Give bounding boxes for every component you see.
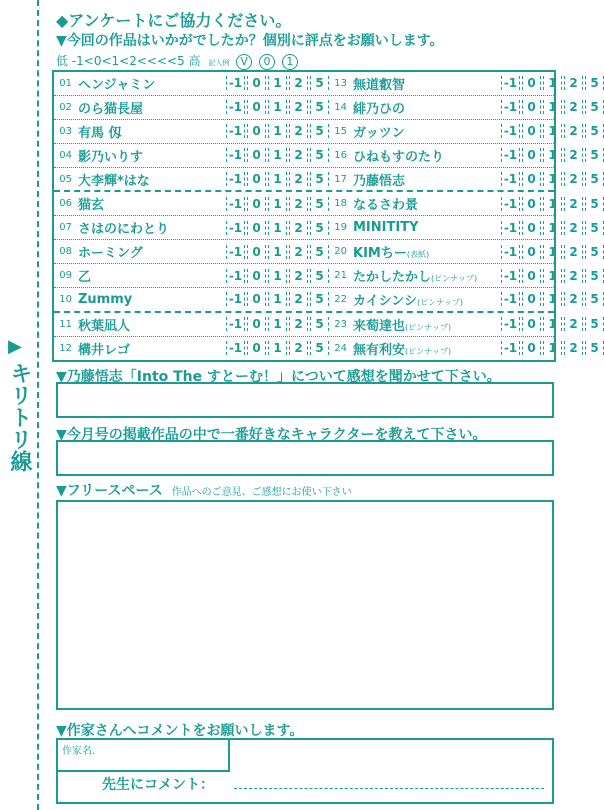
score-option[interactable]: 1: [268, 124, 287, 138]
item-name-text: ガッツン: [353, 125, 405, 141]
author-name-label: 作家名.: [62, 746, 96, 757]
score-options: [226, 197, 329, 211]
score-option[interactable]: -1: [226, 148, 245, 162]
rating-cell: [54, 313, 329, 336]
survey-subtitle: ▼今回の作品はいかがでしたか？個別に評点をお願いします。: [56, 33, 444, 49]
score-option[interactable]: 2: [289, 221, 308, 235]
score-option[interactable]: 5: [585, 172, 604, 186]
score-options: [226, 148, 329, 162]
rating-row: [54, 96, 599, 120]
score-option[interactable]: 2: [289, 245, 308, 259]
item-name-text: 影乃いりす: [78, 149, 144, 165]
score-option[interactable]: 2: [289, 292, 308, 306]
free-space-box[interactable]: [56, 500, 554, 710]
score-option[interactable]: -1: [501, 172, 520, 186]
comment-line: [234, 788, 544, 789]
score-option[interactable]: 1: [268, 245, 287, 259]
item-name-text: ヘンジャミン: [78, 77, 156, 93]
score-option[interactable]: 2: [564, 292, 583, 306]
score-options: [501, 197, 604, 211]
item-name-text: 有馬 仭: [78, 125, 122, 141]
score-option[interactable]: 5: [310, 172, 329, 186]
item-number: 13: [334, 77, 347, 89]
item-number: 08: [59, 246, 72, 258]
item-name: [353, 339, 501, 358]
item-name-text: 構井レゴ: [78, 342, 131, 358]
score-option[interactable]: 0: [522, 124, 541, 138]
item-note: (ピンナップ): [405, 346, 452, 356]
score-option[interactable]: 2: [289, 269, 308, 283]
item-name-text: 乙: [78, 270, 92, 286]
score-options: [226, 317, 329, 331]
score-option[interactable]: -1: [501, 269, 520, 283]
score-option[interactable]: -1: [226, 172, 245, 186]
score-option[interactable]: 0: [247, 221, 266, 235]
rating-cell: [329, 192, 604, 215]
score-option[interactable]: 2: [564, 148, 583, 162]
score-option[interactable]: 5: [585, 76, 604, 90]
rating-cell: [329, 288, 604, 311]
item-name-text: 緋乃ひの: [353, 101, 406, 117]
score-option[interactable]: 2: [289, 124, 308, 138]
item-name-text: ホーミング: [78, 246, 143, 262]
answer-box-1[interactable]: [56, 382, 554, 418]
item-number: 21: [334, 270, 347, 282]
item-name: [353, 170, 501, 189]
score-options: [501, 317, 604, 331]
score-option[interactable]: 5: [585, 292, 604, 306]
item-number: 02: [59, 101, 72, 113]
score-option[interactable]: 5: [585, 124, 604, 138]
item-name: [353, 122, 501, 141]
score-options: [226, 221, 329, 235]
item-name: [353, 74, 501, 93]
score-option[interactable]: 2: [564, 245, 583, 259]
author-name-box[interactable]: [58, 740, 230, 772]
item-note: (ピンナップ): [416, 297, 464, 307]
score-option[interactable]: 0: [522, 317, 541, 331]
item-number: 19: [334, 222, 347, 234]
score-option[interactable]: 5: [585, 341, 604, 355]
rating-row: [54, 72, 599, 96]
score-options: [501, 341, 604, 355]
item-name: [78, 292, 226, 307]
score-option[interactable]: 1: [543, 317, 562, 331]
score-option[interactable]: 5: [310, 317, 329, 331]
score-option[interactable]: 2: [564, 317, 583, 331]
score-option[interactable]: 1: [543, 172, 562, 186]
item-name-text: カイシンシ: [353, 293, 417, 309]
free-space-label: ▼フリースペース: [56, 483, 163, 499]
score-option[interactable]: 2: [289, 197, 308, 211]
rating-cell: [329, 240, 604, 263]
score-option[interactable]: 0: [247, 341, 266, 355]
item-number: 18: [334, 198, 347, 210]
free-space-subtitle: 作品へのご意見、ご感想にお使い下さい: [171, 487, 352, 498]
score-option[interactable]: 2: [289, 76, 308, 90]
comment-box[interactable]: [56, 738, 554, 804]
rating-cell: [54, 192, 329, 215]
score-scale: [56, 52, 298, 70]
rating-row: [54, 288, 599, 313]
item-name-text: MINITITY: [353, 220, 419, 236]
cut-arrow-icon: ▶: [8, 336, 22, 357]
score-option[interactable]: 0: [247, 269, 266, 283]
score-options: [226, 292, 329, 306]
item-number: 06: [59, 198, 72, 210]
score-option[interactable]: 5: [310, 269, 329, 283]
score-option[interactable]: -1: [226, 100, 245, 114]
score-option[interactable]: 5: [310, 100, 329, 114]
item-number: 11: [59, 318, 72, 330]
rating-cell: [54, 216, 329, 239]
score-option[interactable]: 0: [522, 221, 541, 235]
score-option[interactable]: 0: [522, 269, 541, 283]
score-option[interactable]: 2: [289, 317, 308, 331]
score-option[interactable]: 1: [268, 292, 287, 306]
rating-cell: [54, 337, 329, 360]
rating-cell: [54, 72, 329, 95]
score-option[interactable]: 1: [268, 76, 287, 90]
rating-row: [54, 264, 599, 288]
score-option[interactable]: 2: [564, 124, 583, 138]
item-name-text: さはのにわとり: [78, 222, 170, 238]
item-number: 24: [334, 342, 347, 354]
score-option[interactable]: 0: [247, 148, 266, 162]
item-name: [353, 194, 501, 213]
item-name: [353, 266, 501, 285]
score-option[interactable]: 2: [564, 197, 583, 211]
scale-example-label: 記入例: [208, 59, 230, 67]
example-mark-2: 0: [259, 54, 275, 70]
score-option[interactable]: 0: [522, 197, 541, 211]
score-option[interactable]: -1: [226, 197, 245, 211]
score-option[interactable]: 1: [543, 292, 562, 306]
score-option[interactable]: 0: [522, 100, 541, 114]
item-number: 23: [334, 318, 347, 330]
score-option[interactable]: 1: [268, 197, 287, 211]
rating-cell: [329, 96, 604, 119]
item-name-text: たかしたかし: [353, 270, 432, 286]
score-option[interactable]: 1: [543, 341, 562, 355]
question-1: ▼乃藤悟志「Into The すとーむ！」について感想を聞かせて下さい。: [56, 369, 501, 385]
score-options: [226, 341, 329, 355]
score-option[interactable]: -1: [226, 221, 245, 235]
score-option[interactable]: 0: [522, 292, 541, 306]
item-name: [78, 339, 226, 358]
item-number: 10: [59, 293, 72, 305]
score-option[interactable]: -1: [226, 76, 245, 90]
score-option[interactable]: 5: [310, 341, 329, 355]
score-option[interactable]: -1: [226, 124, 245, 138]
rating-row: [54, 120, 599, 144]
score-option[interactable]: 5: [310, 148, 329, 162]
score-option[interactable]: 5: [310, 197, 329, 211]
item-name: [78, 74, 226, 93]
item-note: (表紙): [406, 250, 430, 260]
score-option[interactable]: 0: [247, 197, 266, 211]
comment-label: 先生にコメント：: [102, 777, 214, 793]
item-name-text: 猫玄: [78, 198, 105, 214]
score-option[interactable]: 1: [268, 100, 287, 114]
item-number: 09: [59, 270, 72, 282]
item-note: (ピンナップ): [431, 274, 478, 284]
rating-row: [54, 144, 599, 168]
item-name-text: のら猫長屋: [78, 101, 144, 117]
item-number: 17: [334, 173, 347, 185]
rating-cell: [329, 120, 604, 143]
item-name: [78, 170, 226, 189]
score-option[interactable]: 5: [585, 269, 604, 283]
item-name: [353, 242, 501, 261]
score-option[interactable]: 1: [543, 245, 562, 259]
score-option[interactable]: 0: [247, 292, 266, 306]
score-option[interactable]: 5: [310, 124, 329, 138]
score-option[interactable]: -1: [226, 269, 245, 283]
rating-cell: [54, 264, 329, 287]
item-number: 03: [59, 125, 72, 137]
free-space-title: [56, 480, 352, 500]
score-option[interactable]: 1: [268, 317, 287, 331]
cut-line-label: キリトリ線: [7, 362, 32, 472]
score-option[interactable]: 1: [268, 148, 287, 162]
item-number: 22: [334, 293, 347, 305]
item-name-text: 大李輝*はな: [78, 173, 150, 189]
item-name-text: なるさわ景: [353, 198, 419, 214]
item-name: [78, 218, 226, 237]
rating-row: [54, 192, 599, 216]
score-option[interactable]: 2: [289, 341, 308, 355]
score-option[interactable]: -1: [501, 317, 520, 331]
item-name-text: 乃藤悟志: [353, 173, 406, 189]
score-option[interactable]: 5: [310, 76, 329, 90]
score-option[interactable]: 5: [585, 148, 604, 162]
rating-row: [54, 337, 599, 360]
score-option[interactable]: -1: [501, 100, 520, 114]
score-option[interactable]: 1: [543, 100, 562, 114]
rating-cell: [329, 144, 604, 167]
rating-cell: [54, 120, 329, 143]
item-name: [353, 146, 501, 165]
score-option[interactable]: 2: [564, 269, 583, 283]
score-option[interactable]: 0: [247, 100, 266, 114]
rating-cell: [329, 216, 604, 239]
score-option[interactable]: 0: [247, 317, 266, 331]
item-name: [353, 220, 501, 235]
score-option[interactable]: -1: [226, 245, 245, 259]
score-option[interactable]: 0: [247, 76, 266, 90]
item-name: [353, 290, 501, 309]
score-option[interactable]: 1: [543, 148, 562, 162]
score-options: [501, 221, 604, 235]
score-option[interactable]: 5: [585, 317, 604, 331]
score-option[interactable]: 0: [522, 172, 541, 186]
answer-box-2[interactable]: [56, 440, 554, 476]
survey-title: ◆アンケートにご協力ください。: [56, 11, 292, 30]
example-mark-1: V: [236, 54, 252, 70]
rating-cell: [329, 72, 604, 95]
score-option[interactable]: 5: [310, 292, 329, 306]
item-number: 07: [59, 222, 72, 234]
cut-line: [37, 0, 39, 810]
rating-cell: [54, 288, 329, 311]
score-option[interactable]: 5: [310, 245, 329, 259]
item-name: [78, 122, 226, 141]
score-option[interactable]: -1: [226, 341, 245, 355]
score-options: [226, 269, 329, 283]
score-option[interactable]: 1: [268, 269, 287, 283]
score-options: [226, 124, 329, 138]
score-option[interactable]: 1: [268, 221, 287, 235]
score-option[interactable]: -1: [501, 197, 520, 211]
score-option[interactable]: 5: [585, 100, 604, 114]
score-option[interactable]: -1: [501, 341, 520, 355]
item-number: 14: [334, 101, 347, 113]
item-name: [78, 194, 226, 213]
score-option[interactable]: -1: [501, 124, 520, 138]
item-name-text: 秋葉凪人: [78, 318, 131, 334]
item-number: 16: [334, 149, 347, 161]
score-option[interactable]: -1: [501, 148, 520, 162]
score-options: [501, 100, 604, 114]
score-option[interactable]: -1: [501, 292, 520, 306]
score-option[interactable]: 1: [268, 341, 287, 355]
rating-cell: [329, 313, 604, 336]
score-option[interactable]: 2: [564, 221, 583, 235]
score-option[interactable]: -1: [501, 245, 520, 259]
rating-row: [54, 216, 599, 240]
score-option[interactable]: 0: [247, 245, 266, 259]
item-name: [78, 146, 226, 165]
score-option[interactable]: 5: [585, 245, 604, 259]
score-option[interactable]: 2: [289, 100, 308, 114]
item-name-text: ひねもすのたり: [353, 149, 445, 165]
rating-cell: [54, 144, 329, 167]
score-option[interactable]: 1: [268, 172, 287, 186]
score-option[interactable]: 2: [564, 172, 583, 186]
score-options: [226, 100, 329, 114]
item-name-text: 無有利安: [353, 342, 406, 358]
rating-row: [54, 313, 599, 337]
score-option[interactable]: 5: [310, 221, 329, 235]
rating-cell: [54, 96, 329, 119]
rating-cell: [329, 264, 604, 287]
item-name: [353, 315, 501, 334]
item-name-text: Zummy: [78, 291, 133, 307]
score-option[interactable]: 0: [522, 76, 541, 90]
item-number: 04: [59, 149, 72, 161]
item-note: (ピンナップ): [405, 322, 452, 332]
score-option[interactable]: 1: [543, 269, 562, 283]
item-name: [78, 242, 226, 261]
score-option[interactable]: 0: [522, 341, 541, 355]
score-option[interactable]: 2: [289, 148, 308, 162]
score-options: [501, 292, 604, 306]
score-options: [501, 148, 604, 162]
score-option[interactable]: 2: [564, 76, 583, 90]
rating-cell: [54, 168, 329, 191]
score-option[interactable]: 2: [289, 172, 308, 186]
rating-cell: [54, 240, 329, 263]
item-name: [353, 98, 501, 117]
score-option[interactable]: 2: [564, 100, 583, 114]
scale-text: 低 -1<0<1<2<<<<5 高: [56, 54, 201, 68]
score-options: [501, 245, 604, 259]
score-option[interactable]: -1: [226, 292, 245, 306]
rating-row: [54, 240, 599, 264]
score-option[interactable]: 2: [564, 341, 583, 355]
score-options: [226, 172, 329, 186]
question-2: ▼今月号の掲載作品の中で一番好きなキャラクターを教えて下さい。: [56, 427, 487, 443]
item-name: [78, 98, 226, 117]
score-option[interactable]: -1: [501, 221, 520, 235]
item-name-text: 来萄達也: [353, 318, 406, 334]
rating-cell: [329, 337, 604, 360]
score-option[interactable]: 1: [543, 76, 562, 90]
item-number: 05: [59, 173, 72, 185]
score-option[interactable]: -1: [226, 317, 245, 331]
score-option[interactable]: 0: [522, 245, 541, 259]
item-name-text: KIMちー: [353, 246, 407, 262]
rating-cell: [329, 168, 604, 191]
rating-table: [52, 70, 599, 362]
score-option[interactable]: 5: [585, 221, 604, 235]
item-number: 20: [334, 246, 347, 258]
score-options: [501, 76, 604, 90]
score-option[interactable]: 5: [585, 197, 604, 211]
score-option[interactable]: 1: [543, 124, 562, 138]
score-options: [501, 269, 604, 283]
rating-row: [54, 168, 599, 193]
score-option[interactable]: 1: [543, 221, 562, 235]
score-options: [226, 245, 329, 259]
score-options: [501, 172, 604, 186]
item-name-text: 無道叡智: [353, 77, 406, 93]
score-option[interactable]: -1: [501, 76, 520, 90]
item-name: [78, 315, 226, 334]
score-options: [501, 124, 604, 138]
item-number: 01: [59, 77, 72, 89]
score-option[interactable]: 0: [247, 172, 266, 186]
score-option[interactable]: 0: [522, 148, 541, 162]
score-options: [226, 76, 329, 90]
item-number: 15: [334, 125, 347, 137]
score-option[interactable]: 1: [543, 197, 562, 211]
score-option[interactable]: 0: [247, 124, 266, 138]
item-number: 12: [59, 342, 72, 354]
comment-title: ▼作家さんへコメントをお願いします。: [56, 723, 304, 739]
item-name: [78, 266, 226, 285]
example-mark-3: 1: [282, 54, 298, 70]
